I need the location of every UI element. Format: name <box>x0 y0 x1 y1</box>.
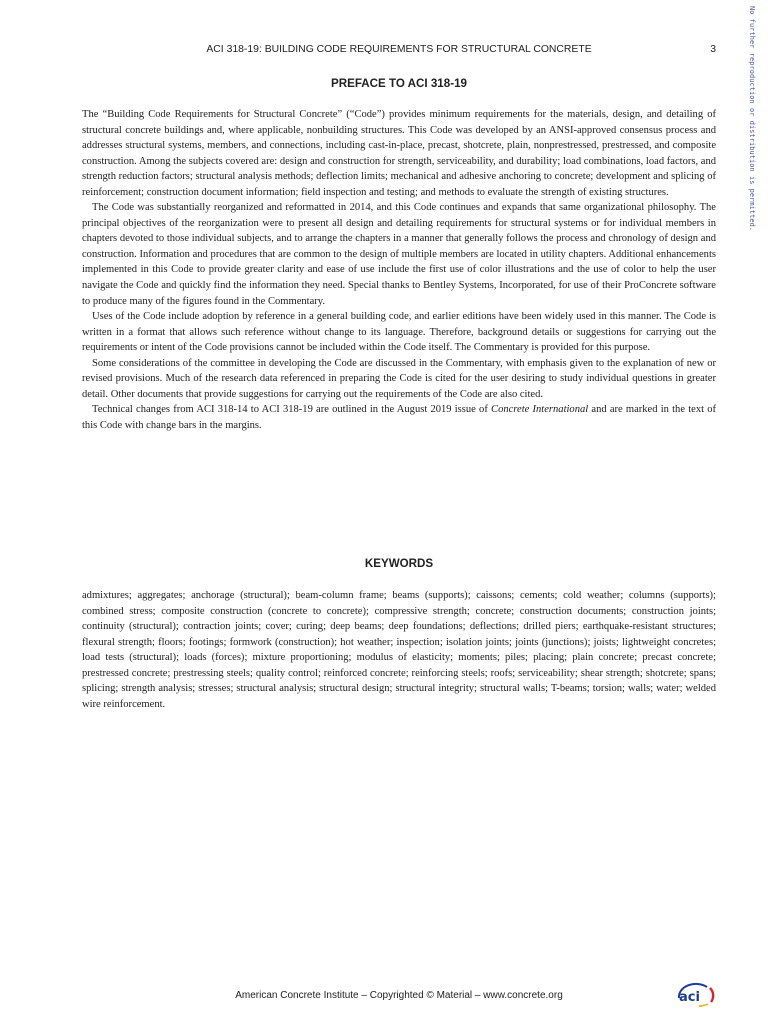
paragraph-5-text-b: and are marked in the text of this Code with change bars in the margins. <box>82 404 717 431</box>
preface-paragraph-4: Some considerations of the committee in developing the Code are discussed in the Commentary, with emphasis given to the explanation of new or revised provisions. Much of the research data referenced in preparing the Code is cited for the user desiring to study individual questions in greater detail. Other documents that provide suggestions for carrying out the requirements of the Code are also cited. <box>82 357 716 400</box>
preface-body <box>82 107 716 433</box>
keywords-heading: KEYWORDS <box>364 557 434 570</box>
keywords-body <box>82 588 716 712</box>
paragraph-5-text-a: Technical changes from ACI 318-14 to ACI 318-19 are outlined in the August 2019 issue of <box>92 404 492 416</box>
preface-paragraph-1: The “Building Code Requirements for Structural Concrete” (“Code”) provides minimum requirements for the materials, design, and detailing of structural concrete buildings and, where applicable, nonbuilding structures. This Code was developed by an ANSI-approved consensus process and addresses structural systems, members, and connections, including cast-in-place, precast, shotcrete, plain, nonprestressed, prestressed, and composite construction. Among the subjects covered are: design and construction for strength, serviceability, and durability; load combinations, load factors, and strength reduction factors; structural analysis methods; deflection limits; mechanical and adhesive anchoring to concrete; development and splicing of reinforcement; construction document information; field inspection and testing; and methods to evaluate the strength of existing structures. <box>82 109 716 198</box>
page-number: 3 <box>710 44 716 55</box>
footer-copyright: American Concrete Institute – Copyrighted © Material – www.concrete.org <box>235 990 563 1001</box>
keywords-list: admixtures; aggregates; anchorage (structural); beam-column frame; beams (supports); caissons; cements; cold weather; columns (supports); combined stress; composite construction (concrete to concrete); compressive strength; concrete; construction documents; construction joints; continuity (structural); contraction joints; cover; curing; deep beams; deep foundations; deflections; drilled piers; earthquake-resistant structures; flexural strength; floors; footings; formwork (construction); hot weather; inspection; isolation joints; joints (junctions); joists; lightweight concretes; load tests (structural); loads (forces); mixture proportioning; modulus of elasticity; moments; piles; placing; plain concrete; precast concrete; prestressed concrete; prestressing steels; quality control; reinforced concrete; reinforcing steels; roofs; serviceability; shear strength; shotcrete; spans; splicing; strength analysis; stresses; structural analysis; structural design; structural integrity; structural walls; T-beams; torsion; walls; water; welded wire reinforcement. <box>82 590 716 710</box>
preface-heading: PREFACE TO ACI 318-19 <box>331 77 467 90</box>
running-title: ACI 318-19: BUILDING CODE REQUIREMENTS FOR STRUCTURAL CONCRETE <box>206 44 592 55</box>
preface-paragraph-2: The Code was substantially reorganized and reformatted in 2014, and this Code continues and expands that same organizational philosophy. The principal objectives of the reorganization were to present all design and detailing requirements for structural systems or for individual members in chapters devoted to those individual subjects, and to arrange the chapters in a manner that generally follows the process and chronology of design and construction. Information and procedures that are common to the design of multiple members are located in utility chapters. Additional enhancements implemented in this Code to provide greater clarity and ease of use include the first use of color illustrations and the use of color to help the user navigate the Code and quickly find the information they need. Special thanks to Bentley Systems, Incorporated, for use of their ProConcrete software to produce many of the figures found in the Commentary. <box>82 202 716 307</box>
logo-lettering: aci <box>679 990 700 1005</box>
aci-logo <box>674 982 718 1008</box>
distribution-notice: No further reproduction or distribution is permitted. <box>748 6 756 232</box>
running-header <box>82 44 716 58</box>
publication-title: Concrete International <box>491 404 589 416</box>
preface-paragraph-3: Uses of the Code include adoption by reference in a general building code, and earlier editions have been widely used in this manner. The Code is written in a format that allows such reference without change to its language. Therefore, background details or suggestions for carrying out the requirements or intent of the Code provisions cannot be included within the Code itself. The Commentary is provided for this purpose. <box>82 311 716 354</box>
preface-paragraph-5 <box>82 402 716 433</box>
